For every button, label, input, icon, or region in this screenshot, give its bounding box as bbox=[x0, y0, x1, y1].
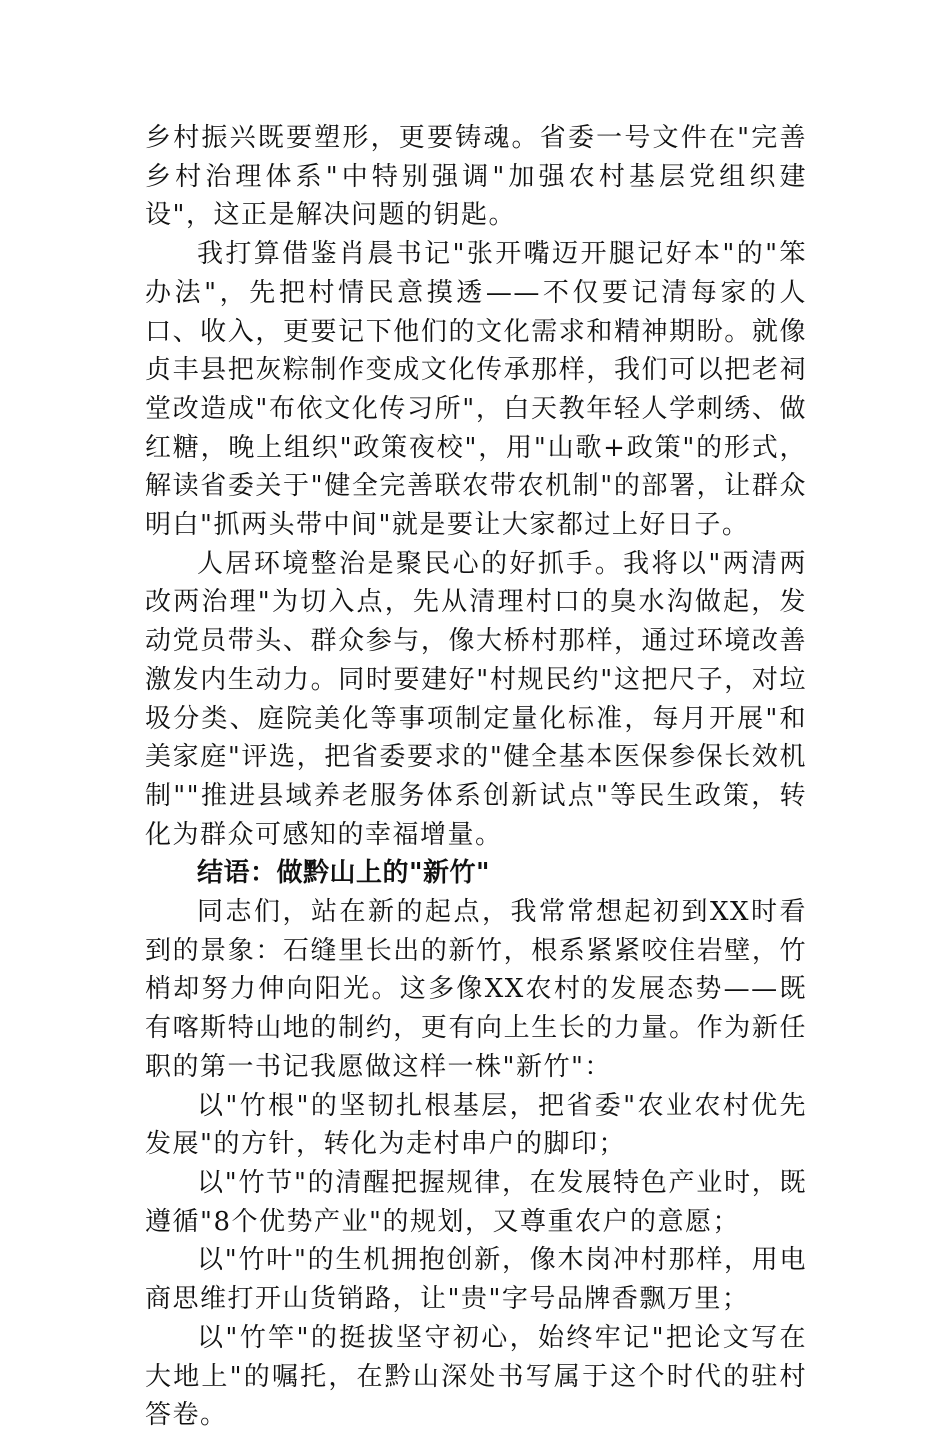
paragraph-2: 我打算借鉴肖晨书记"张开嘴迈开腿记好本"的"笨办法"，先把村情民意摸透——不仅要记清每家的人口、收入，更要记下他们的文化需求和精神期盼。就像贞丰县把灰粽制作变成文化传承那样，我们可以把老祠堂改造成"布依文化传习所"，白天教年轻人学刺绣、做红糖，晚上组织"政策夜校"，用"山歌+政策"的形式，解读省委关于"健全完善联农带农机制"的部署，让群众明白"抓两头带中间"就是要让大家都过上好日子。 bbox=[145, 239, 807, 541]
closing-paragraph-5: 以"竹竿"的挺拔坚守初心，始终牢记"把论文写在大地上"的嘱托，在黔山深处书写属于这个时代的驻村答卷。 bbox=[145, 1322, 807, 1431]
closing-paragraph-4: 以"竹叶"的生机拥抱创新，像木岗冲村那样，用电商思维打开山货销路，让"贵"字号品牌香飘万里； bbox=[145, 1245, 807, 1315]
closing-paragraph-3: 以"竹节"的清醒把握规律，在发展特色产业时，既遵循"8个优势产业"的规划，又尊重农户的意愿； bbox=[145, 1167, 807, 1237]
paragraph-3: 人居环境整治是聚民心的好抓手。我将以"两清两改两治理"为切入点，先从清理村口的臭水沟做起，发动党员带头、群众参与，像大桥村那样，通过环境改善激发内生动力。同时要建好"村规民约"这把尺子，对垃圾分类、庭院美化等事项制定量化标准，每月开展"和美家庭"评选，把省委要求的"健全基本医保参保长效机制""推进县域养老服务体系创新试点"等民生政策，转化为群众可感知的幸福增量。 bbox=[145, 548, 807, 850]
closing-paragraph-2: 以"竹根"的坚韧扎根基层，把省委"农业农村优先发展"的方针，转化为走村串户的脚印； bbox=[145, 1090, 807, 1160]
document-body bbox=[145, 119, 807, 1435]
section-heading: 结语：做黔山上的"新竹" bbox=[197, 858, 491, 889]
closing-paragraph-1: 同志们，站在新的起点，我常常想起初到XX时看到的景象：石缝里长出的新竹，根系紧紧咬住岩壁，竹梢却努力伸向阳光。这多像XX农村的发展态势——既有喀斯特山地的制约，更有向上生长的力量。作为新任职的第一书记我愿做这样一株"新竹"： bbox=[145, 897, 807, 1082]
paragraph-1: 乡村振兴既要塑形，更要铸魂。省委一号文件在"完善乡村治理体系"中特别强调"加强农村基层党组织建设"，这正是解决问题的钥匙。 bbox=[145, 123, 807, 231]
